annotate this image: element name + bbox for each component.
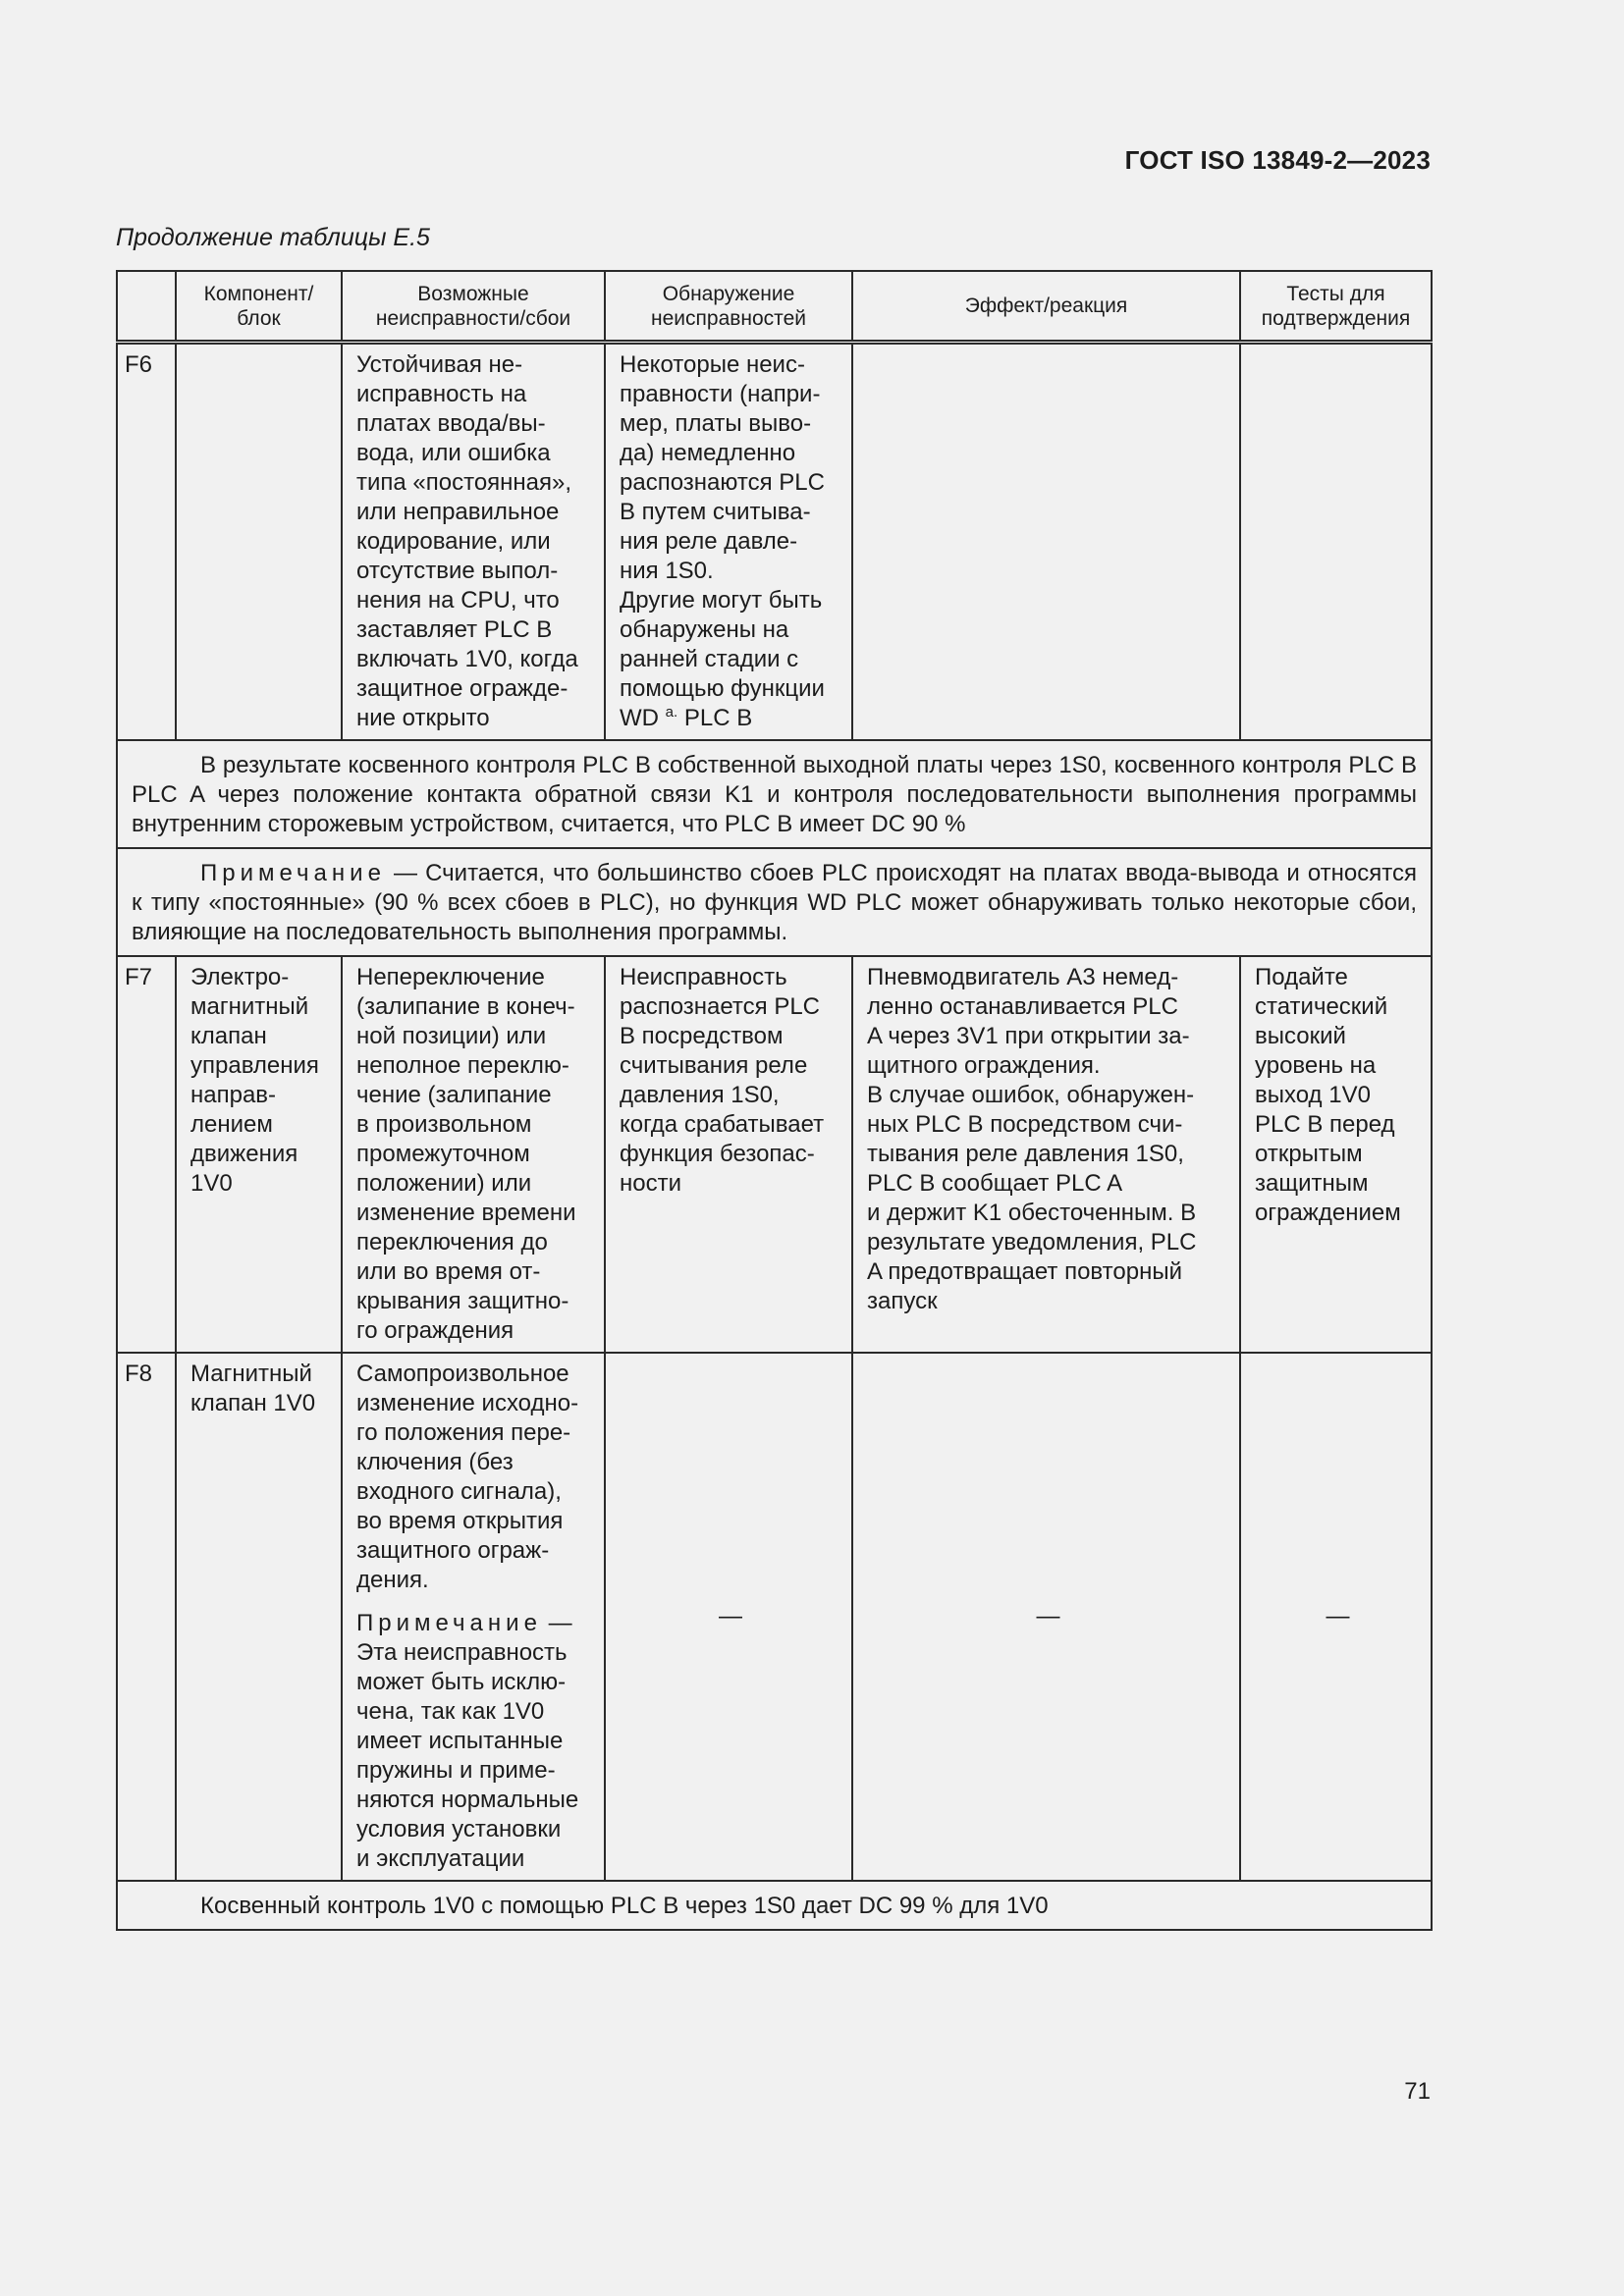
row-id: F7 [117, 956, 176, 1353]
text-line: защитным [1255, 1170, 1369, 1197]
text-line: Некоторые неис- [620, 351, 805, 378]
summary-text: Косвенный контроль 1V0 с помощью PLC B через 1S0 дает DC 99 % для 1V0 [200, 1893, 1049, 1919]
footnote-marker: а. [665, 704, 678, 721]
text-line: чение (залипание [356, 1082, 552, 1108]
text-line: или во время от- [356, 1258, 541, 1285]
text-line: изменение исходно- [356, 1390, 579, 1416]
header-cell-index [117, 271, 176, 343]
text-line: переключения до [356, 1229, 548, 1255]
text-line: Другие могут быть [620, 587, 823, 614]
text-line: Устойчивая не- [356, 351, 523, 378]
text-line: считывания реле [620, 1052, 808, 1079]
detection-cell: — [605, 1353, 852, 1881]
text-line: включать 1V0, когда [356, 646, 578, 672]
text-line: правности (напри- [620, 381, 821, 407]
header-cell-faults: Возможные неисправности/сбои [342, 271, 605, 343]
text-line: ограждением [1255, 1200, 1401, 1226]
text-line: результате уведомления, PLC [867, 1229, 1197, 1255]
text-line: ных PLC B посредством счи- [867, 1111, 1183, 1138]
summary-row-f8 [117, 1881, 1432, 1930]
text-line: высокий [1255, 1023, 1346, 1049]
text-line: B путем считыва- [620, 499, 811, 525]
text-line: да) немедленно [620, 440, 796, 466]
detection-last-pre: WD [620, 705, 659, 731]
tests-cell [1240, 343, 1432, 741]
text-line: распознаются PLC [620, 469, 825, 496]
table-row-f6 [117, 343, 1432, 741]
effect-cell [852, 343, 1240, 741]
row-id: F8 [117, 1353, 176, 1881]
text-line: когда срабатывает [620, 1111, 825, 1138]
text-line: защитное огражде- [356, 675, 568, 702]
text-line: Неисправность [620, 964, 787, 990]
text-line: неполное переклю- [356, 1052, 569, 1079]
text-line: PLC B перед [1255, 1111, 1395, 1138]
text-line: заставляет PLC B [356, 616, 553, 643]
tests-cell: — [1240, 1353, 1432, 1881]
note-cell [117, 848, 1432, 956]
table-header-row [117, 271, 1432, 343]
text-line: движения [190, 1141, 298, 1167]
faults-cell [342, 956, 605, 1353]
faults-cell [342, 343, 605, 741]
summary-row-f6 [117, 740, 1432, 848]
summary-cell [117, 740, 1432, 848]
document-header: ГОСТ ISO 13849-2—2023 [1124, 145, 1431, 175]
text-line: давления 1S0, [620, 1082, 780, 1108]
faults-cell [342, 1353, 605, 1881]
page-number: 71 [1404, 2078, 1431, 2105]
text-line: дения. [356, 1567, 429, 1593]
text-line: функция безопас- [620, 1141, 815, 1167]
text-line: управления [190, 1052, 319, 1079]
effect-cell: — [852, 1353, 1240, 1881]
note-row-f6 [117, 848, 1432, 956]
text-line: Самопроизвольное [356, 1361, 569, 1387]
header-cell-component: Компонент/ блок [176, 271, 342, 343]
component-cell [176, 343, 342, 741]
text-line: PLC B сообщает PLC A [867, 1170, 1123, 1197]
text-line: щитного ограждения. [867, 1052, 1101, 1079]
component-cell [176, 1353, 342, 1881]
text-line: в произвольном [356, 1111, 532, 1138]
text-line: открытым [1255, 1141, 1363, 1167]
text-line: ной позиции) или [356, 1023, 547, 1049]
text-line: во время открытия [356, 1508, 564, 1534]
note-suffix: — [541, 1610, 572, 1636]
text-line: магнитный [190, 993, 309, 1020]
text-line: няются нормальные [356, 1787, 579, 1813]
text-line: мер, платы выво- [620, 410, 812, 437]
text-line: Эта неисправность [356, 1639, 568, 1666]
text-line: обнаружены на [620, 616, 789, 643]
text-line: вода, или ошибка [356, 440, 551, 466]
text-line: чена, так как 1V0 [356, 1698, 545, 1725]
text-line: A через 3V1 при открытии за- [867, 1023, 1190, 1049]
text-line: защитного ограж- [356, 1537, 550, 1564]
text-line: или неправильное [356, 499, 560, 525]
table-row-f8 [117, 1353, 1432, 1881]
text-line: Пневмодвигатель А3 немед- [867, 964, 1179, 990]
text-line: 1V0 [190, 1170, 233, 1197]
header-cell-tests: Тесты для подтверждения [1240, 271, 1432, 343]
summary-text: В результате косвенного контроля PLC B собственной выходной платы через 1S0, косвенного контроля PLC B PLC A через положение контакта обратной связи K1 и контроля последовательности выполнения программы внутренним сторожевым устройством, считается, что PLC B имеет DC 90 % [132, 752, 1417, 837]
text-line: B посредством [620, 1023, 784, 1049]
detection-cell [605, 956, 852, 1353]
text-line: условия установки [356, 1816, 562, 1842]
text-line: нения на CPU, что [356, 587, 560, 614]
text-line: клапан 1V0 [190, 1390, 316, 1416]
effect-cell [852, 956, 1240, 1353]
note-text: — Считается, что большинство сбоев PLC происходят на платах ввода-вывода и относятся к типу «постоянные» (90 % всех сбоев в PLC), но функция WD PLC может обнаруживать только некоторые сбои, влияющие на последовательность выполнения программы. [132, 860, 1417, 945]
text-line: кодирование, или [356, 528, 551, 555]
text-line: ленно останавливается PLC [867, 993, 1178, 1020]
text-line: запуск [867, 1288, 938, 1314]
summary-cell [117, 1881, 1432, 1930]
detection-last-post: PLC B [677, 705, 753, 731]
text-line: уровень на [1255, 1052, 1377, 1079]
text-line: и эксплуатации [356, 1845, 525, 1872]
text-line: Подайте [1255, 964, 1348, 990]
text-line: Магнитный [190, 1361, 312, 1387]
text-line: пружины и приме- [356, 1757, 556, 1784]
text-line: ние открыто [356, 705, 490, 731]
text-line: ности [620, 1170, 681, 1197]
fault-table [116, 270, 1433, 1931]
header-cell-effect: Эффект/реакция [852, 271, 1240, 343]
text-line: имеет испытанные [356, 1728, 564, 1754]
text-line: ключения (без [356, 1449, 514, 1475]
text-line: положении) или [356, 1170, 532, 1197]
detection-cell [605, 343, 852, 741]
header-cell-detection: Обнаружение неисправностей [605, 271, 852, 343]
text-line: ния реле давле- [620, 528, 798, 555]
text-line: В случае ошибок, обнаружен- [867, 1082, 1195, 1108]
text-line: ния 1S0. [620, 558, 714, 584]
text-line: выход 1V0 [1255, 1082, 1371, 1108]
text-line: и держит K1 обесточенным. В [867, 1200, 1197, 1226]
component-cell [176, 956, 342, 1353]
text-line: платах ввода/вы- [356, 410, 546, 437]
text-line: изменение времени [356, 1200, 576, 1226]
text-line: тывания реле давления 1S0, [867, 1141, 1184, 1167]
text-line: распознается PLC [620, 993, 820, 1020]
text-line: типа «постоянная», [356, 469, 572, 496]
note-label: Примечание [356, 1610, 542, 1636]
tests-cell [1240, 956, 1432, 1353]
text-line: Непереключение [356, 964, 545, 990]
text-line: крывания защитно- [356, 1288, 569, 1314]
text-line: направ- [190, 1082, 277, 1108]
text-line: статический [1255, 993, 1388, 1020]
text-line: A предотвращает повторный [867, 1258, 1182, 1285]
text-line: промежуточном [356, 1141, 530, 1167]
text-line: (залипание в конеч- [356, 993, 575, 1020]
table-caption: Продолжение таблицы Е.5 [116, 224, 430, 251]
text-line: клапан [190, 1023, 267, 1049]
text-line: может быть исклю- [356, 1669, 567, 1695]
text-line: ранней стадии с [620, 646, 799, 672]
text-line: лением [190, 1111, 273, 1138]
text-line: го ограждения [356, 1317, 514, 1344]
table-row-f7 [117, 956, 1432, 1353]
text-line: Электро- [190, 964, 290, 990]
text-line: го положения пере- [356, 1419, 571, 1446]
text-line: отсутствие выпол- [356, 558, 559, 584]
text-line: исправность на [356, 381, 527, 407]
text-line: входного сигнала), [356, 1478, 562, 1505]
text-line: помощью функции [620, 675, 825, 702]
note-label: Примечание [200, 860, 386, 886]
row-id: F6 [117, 343, 176, 741]
